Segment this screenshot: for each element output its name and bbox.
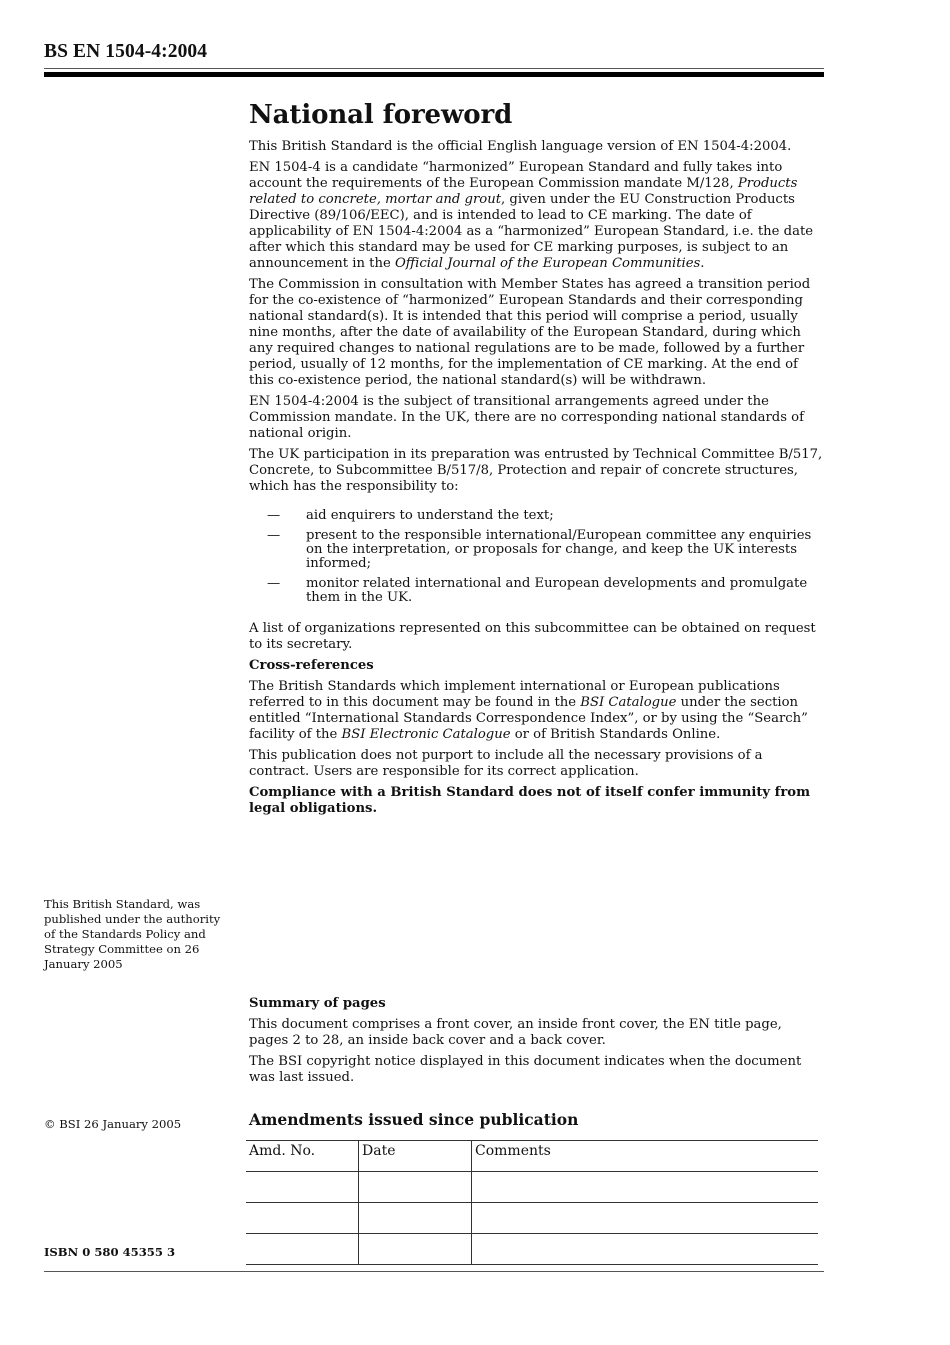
- table-row: [246, 1172, 818, 1203]
- main-content: [249, 100, 824, 822]
- publication-authority-note: This British Standard, was published under the authority of the Standards Policy and Strategy Committee on 26 January 2005: [44, 897, 221, 971]
- list-item: — aid enquirers to understand the text;: [267, 508, 554, 523]
- table-cell: [359, 1172, 472, 1203]
- table-header-row: [246, 1141, 818, 1172]
- table-row: [246, 1234, 818, 1265]
- summary-copyright-paragraph: The BSI copyright notice displayed in this document indicates when the document was last issued.: [249, 1054, 802, 1085]
- paragraph-provisions: This publication does not purport to include all the necessary provisions of a contract. Users are responsible for its correct application.: [249, 748, 763, 779]
- paragraph-transition: The Commission in consultation with Member States has agreed a transition period for the co-existence of “harmonized” European Standards and their corresponding national standard(s). It is intended that this period will comprise a period, usually nine months, after the date of availability of the European Standard, during which any required changes to national regulations are to be made, followed by a further period, usually of 12 months, for the implementation of CE marking. At the end of this co-existence period, the national standard(s) will be withdrawn.: [249, 277, 811, 388]
- table-cell: [359, 1203, 472, 1234]
- paragraph-organizations: A list of organizations represented on this subcommittee can be obtained on request to its secretary.: [249, 621, 816, 652]
- amendments-heading: Amendments issued since publication: [249, 1110, 579, 1129]
- paragraph-uk-participation: The UK participation in its preparation was entrusted by Technical Committee B/517, Concrete, to Subcommittee B/517/8, Protection and repair of concrete structures, which has the responsibility to:: [249, 447, 823, 494]
- table-cell: [246, 1234, 359, 1265]
- summary-heading: Summary of pages: [249, 996, 386, 1011]
- table-cell: [246, 1203, 359, 1234]
- column-header-comments: Comments: [472, 1141, 819, 1172]
- paragraph-official-version: This British Standard is the official English language version of EN 1504-4:2004.: [249, 139, 792, 154]
- amendments-table: [246, 1140, 818, 1265]
- header-rule-thick: [44, 72, 824, 77]
- cross-references-heading: Cross-references: [249, 658, 374, 673]
- table-cell: [246, 1172, 359, 1203]
- summary-paragraph: This document comprises a front cover, an inside front cover, the EN title page, pages 2 to 28, an inside back cover and a back cover.: [249, 1017, 782, 1048]
- paragraph-compliance: Compliance with a British Standard does not of itself confer immunity from legal obligations.: [249, 785, 811, 816]
- paragraph-cross-references: The British Standards which implement international or European publications referred to in this document may be found in the BSI Catalogue under the section entitled “International Standards Correspondence Index”, or by using the “Search” facility of the BSI Electronic Catalogue or of British Standards Online.: [249, 679, 808, 742]
- list-item: — monitor related international and European developments and promulgate them in the UK.: [267, 576, 808, 605]
- paragraph-transitional-arrangements: EN 1504-4:2004 is the subject of transitional arrangements agreed under the Commission mandate. In the UK, there are no corresponding national standards of national origin.: [249, 394, 805, 441]
- header-rule-thin: [44, 68, 824, 69]
- responsibility-list: [249, 509, 824, 605]
- table-cell: [472, 1203, 819, 1234]
- copyright-notice: © BSI 26 January 2005: [44, 1117, 182, 1131]
- isbn: ISBN 0 580 45355 3: [44, 1245, 176, 1259]
- table-cell: [472, 1172, 819, 1203]
- column-header-amd-no: Amd. No.: [246, 1141, 359, 1172]
- page-title: National foreword: [249, 100, 513, 130]
- list-item: — present to the responsible international/European committee any enquiries on the interpretation, or proposals for change, and keep the UK interests informed;: [267, 528, 812, 571]
- document-id: BS EN 1504-4:2004: [44, 41, 208, 62]
- column-header-date: Date: [359, 1141, 472, 1172]
- table-row: [246, 1203, 818, 1234]
- table-cell: [472, 1234, 819, 1265]
- summary-of-pages: [249, 996, 824, 1091]
- paragraph-harmonized: EN 1504-4 is a candidate “harmonized” European Standard and fully takes into account the requirements of the European Commission mandate M/128, Products related to concrete, mortar and grout, given under the EU Construction Products Directive (89/106/EEC), and is intended to lead to CE marking. The date of applicability of EN 1504-4:2004 as a “harmonized” European Standard, i.e. the date after which this standard may be used for CE marking purposes, is subject to an announcement in the Official Journal of the European Communities.: [249, 160, 814, 271]
- footer-rule: [44, 1271, 824, 1272]
- table-cell: [359, 1234, 472, 1265]
